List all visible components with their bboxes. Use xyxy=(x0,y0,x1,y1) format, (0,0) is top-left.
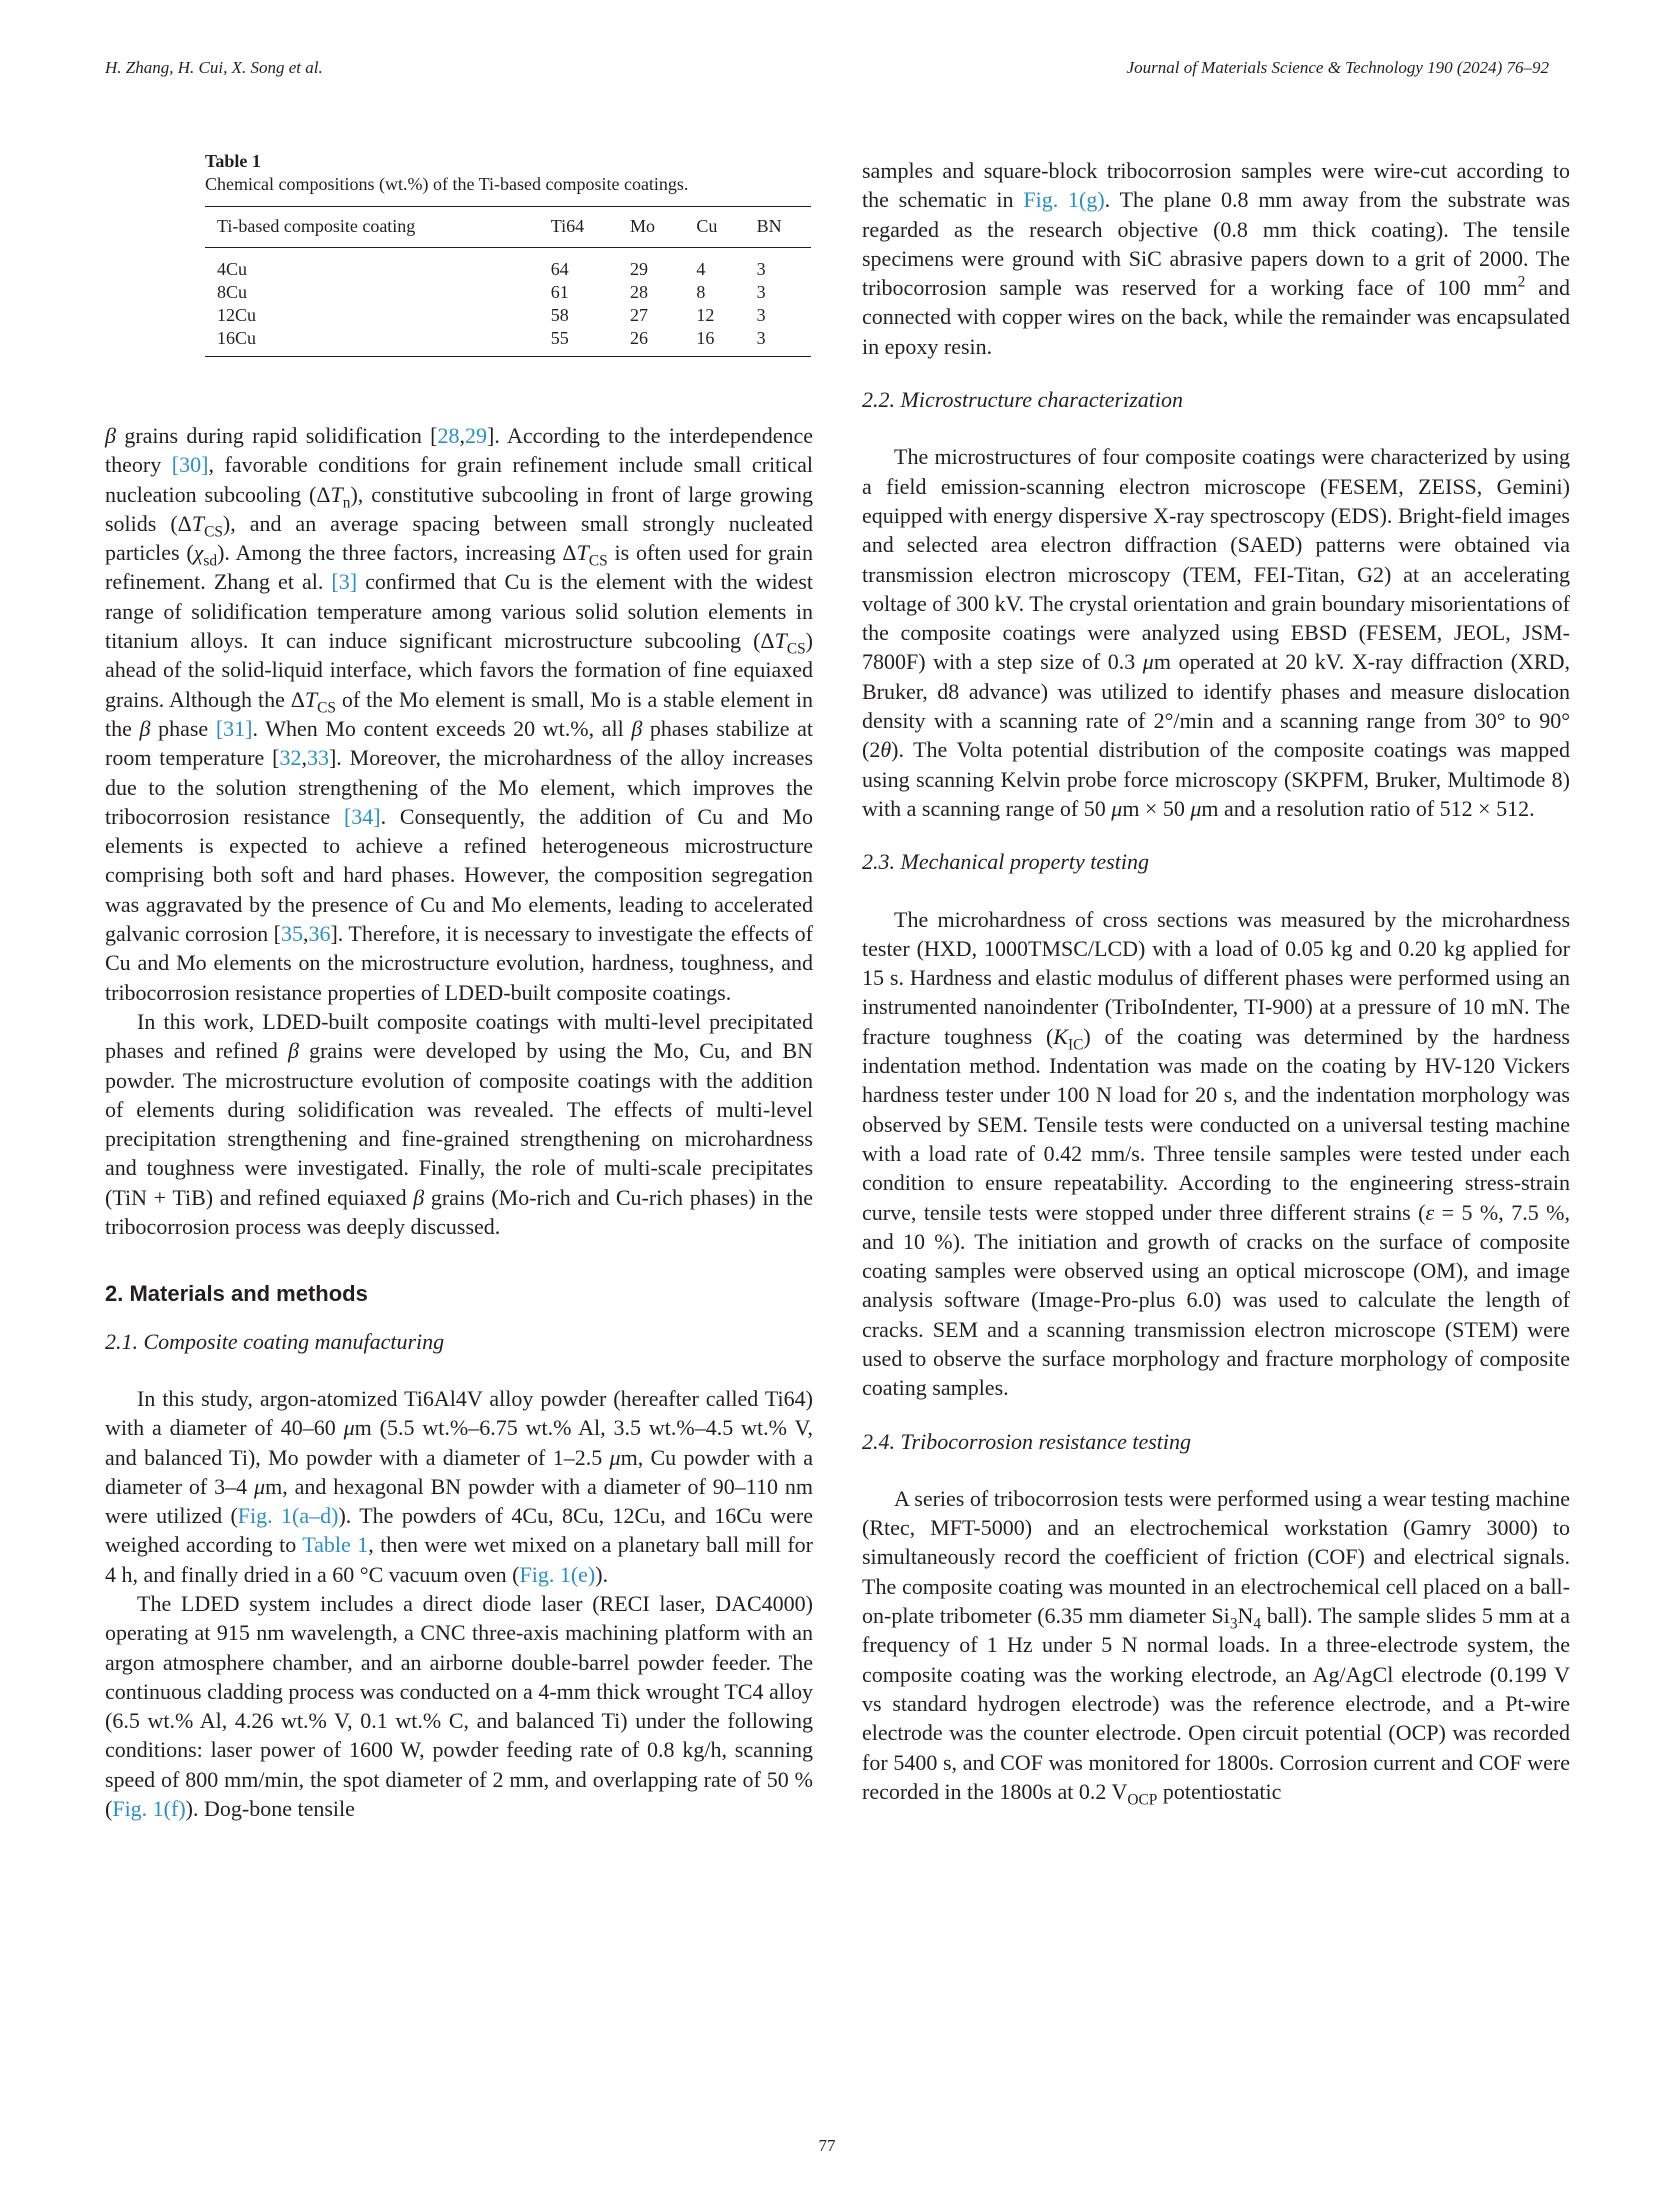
subsection-heading: 2.3. Mechanical property testing xyxy=(862,849,1149,875)
body-paragraph: In this work, LDED-built composite coatings with multi-level precipitated phases and refined β grains were developed by using the Mo, Cu, and BN powder. The microstructure evolution of composite coatings with the addition of elements during solidification was revealed. The effects of multi-level precipitation strengthening and fine-grained strengthening on microhardness and toughness were investigated. Finally, the role of multi-scale precipitates (TiN + TiB) and refined equiaxed β grains (Mo-rich and Cu-rich phases) in the tribocorrosion process was deeply discussed. xyxy=(105,1008,813,1240)
table-cell: 3 xyxy=(756,305,766,325)
table-cell: 55 xyxy=(550,328,569,348)
table-row xyxy=(205,327,811,357)
section-heading: 2. Materials and methods xyxy=(105,1281,368,1307)
body-paragraph: samples and square-block tribocorrosion samples were wire-cut according to the schematic in Fig. 1(g). The plane 0.8 mm away from the substrate was regarded as the research objective (0.8 mm thick coating). The tensile specimens were ground with SiC abrasive papers down to a grit of 2000. The tribocorrosion sample was reserved for a working face of 100 $mm^2$ and connected with copper wires on the back, while the remainder was encapsulated in epoxy resin. xyxy=(862,158,1571,359)
table-cell: 3 xyxy=(756,328,766,348)
citation-link[interactable]: [30] xyxy=(171,452,209,478)
body-paragraph: The microhardness of cross sections was measured by the microhardness tester (HXD, 1000TMSC/LCD) with a load of 0.05 kg and 0.20 kg applied for 15 s. Hardness and elastic modulus of different phases were performed using an instrumented nanoindenter (TriboIndenter, TI-900) at a pressure of 10 mN. The fracture toughness $(K_{IC})$ of the coating was determined by the hardness indentation method. Indentation was made on the coating by HV-120 Vickers hardness tester under 100 N load for 20 s, and the indentation morphology was observed by SEM. Tensile tests were conducted on a universal testing machine with a load rate of 0.42 mm/s. Three tensile samples were tested under each condition to ensure repeatability. According to the engineering stress-strain curve, tensile tests were stopped under three different strains (ε = 5 %, 7.5 %, and 10 %). The initiation and growth of cracks on the surface of composite coating samples were observed using an optical microscope (OM), and image analysis software (Image-Pro-plus 6.0) was used to calculate the length of cracks. SEM and a scanning transmission electron microscope (STEM) were used to observe the surface morphology and fracture morphology of composite coating samples. xyxy=(862,906,1570,1401)
figure-link[interactable]: Fig. 1(f) xyxy=(112,1796,186,1822)
table-caption: Chemical compositions (wt.%) of the Ti-based composite coatings. xyxy=(205,174,689,194)
table-cell: 3 xyxy=(756,282,766,302)
subsection-heading: 2.1. Composite coating manufacturing xyxy=(105,1328,445,1354)
citation-link[interactable]: [31] xyxy=(215,715,253,741)
table-cell: 29 xyxy=(630,259,649,279)
subsection-heading: 2.4. Tribocorrosion resistance testing xyxy=(862,1428,1191,1454)
body-paragraph: A series of tribocorrosion tests were performed using a wear testing machine (Rtec, MFT-5000) and an electrochemical workstation (Gamry 3000) to simultaneously record the coefficient of friction (COF) and electrical signals. The composite coating was mounted in an electrochemical cell placed on a ball-on-plate tribometer (6.35 mm diameter $Si_3N_4$ ball). The sample slides 5 mm at a frequency of 1 Hz under 5 N normal loads. In a three-electrode system, the composite coating was the working electrode, an Ag/AgCl electrode (0.199 V vs standard hydrogen electrode) was the reference electrode, and a Pt-wire electrode was the counter electrode. Open circuit potential (OCP) was recorded for 5400 s, and COF was monitored for 1800s. Corrosion current and COF were recorded in the 1800s at 0.2 $V_{OCP}$ potentiostatic xyxy=(862,1485,1570,1809)
figure-link[interactable]: Fig. 1(a–d) xyxy=(237,1503,339,1529)
col-header: Ti-based composite coating xyxy=(217,216,416,236)
body-paragraph: The microstructures of four composite coatings were characterized by using a field emission-scanning electron microscope (FESEM, ZEISS, Gemini) equipped with energy dispersive X-ray spectroscopy (EDS). Bright-field images and selected area electron diffraction (SAED) patterns were obtained via transmission electron microscopy (TEM, FEI-Titan, G2) at an accelerating voltage of 300 kV. The crystal orientation and grain boundary misorientations of the composite coatings were analyzed using EBSD (FESEM, JEOL, JSM-7800F) with a step size of 0.3 μm operated at 20 kV. X-ray diffraction (XRD, Bruker, d8 advance) was utilized to identify phases and measure dislocation density with a scanning rate of 2°/min and a scanning range from 30° to 90° (2θ). The Volta potential distribution of the composite coatings was mapped using scanning Kelvin probe force microscopy (SKPFM, Bruker, Multimode 8) with a scanning range of 50 μm × 50 μm and a resolution ratio of 512 × 512. xyxy=(862,444,1570,821)
table-title: Table 1 xyxy=(205,151,261,171)
table-cell: 3 xyxy=(756,259,766,279)
table-cell: 12 xyxy=(696,305,715,325)
table-row xyxy=(205,304,811,327)
table-cell: 58 xyxy=(550,305,569,325)
body-paragraph: β grains during rapid solidification [28,29]. According to the interdependence theory [30], favorable conditions for grain refinement include small critical nucleation subcooling $(\Delta T_n)$, constitutive subcooling in front of large growing solids $(\Delta T_{CS})$, and an average spacing between small strongly nucleated particles $(\chi_{sd})$. Among the three factors, increasing $\Delta T_{CS}$ is often used for grain refinement. Zhang et al. [3] confirmed that Cu is the element with the widest range of solidification temperature among various solid solution elements in titanium alloys. It can induce significant microstructure subcooling $(\Delta T_{CS})$ ahead of the solid-liquid interface, which favors the formation of fine equiaxed grains. Although the $\Delta T_{CS}$ of the Mo element is small, Mo is a stable element in the β phase [31]. When Mo content exceeds 20 wt.%, all β phases stabilize at room temperature [32,33]. Moreover, the microhardness of the alloy increases due to the solution strengthening of the Mo element, which improves the tribocorrosion resistance [34]. Consequently, the addition of Cu and Mo elements is expected to achieve a refined heterogeneous microstructure comprising both soft and hard phases. However, the composition segregation was aggravated by the presence of Cu and Mo elements, leading to accelerated galvanic corrosion [35,36]. Therefore, it is necessary to investigate the effects of Cu and Mo elements on the microstructure evolution, hardness, toughness, and tribocorrosion resistance properties of LDED-built composite coatings. xyxy=(105,423,814,1005)
figure-link[interactable]: Fig. 1(g) xyxy=(1023,187,1105,213)
header-authors: H. Zhang, H. Cui, X. Song et al. xyxy=(105,58,323,77)
table-cell: 8Cu xyxy=(217,282,248,302)
col-header: Mo xyxy=(630,216,656,236)
table-cell: 27 xyxy=(630,305,649,325)
table-cell: 12Cu xyxy=(217,305,257,325)
figure-link[interactable]: Fig. 1(e) xyxy=(519,1561,596,1587)
table-link[interactable]: Table 1 xyxy=(302,1532,369,1558)
citation-link[interactable]: 28 xyxy=(437,423,460,448)
table-row xyxy=(205,281,811,304)
body-paragraph: The LDED system includes a direct diode laser (RECI laser, DAC4000) operating at 915 nm wavelength, a CNC three-axis machining platform with an argon atmosphere chamber, and an airborne double-barrel powder feeder. The continuous cladding process was conducted on a 4-mm thick wrought TC4 alloy (6.5 wt.% Al, 4.26 wt.% V, 0.1 wt.% C, and balanced Ti) under the following conditions: laser power of 1600 W, powder feeding rate of 0.8 kg/h, scanning speed of 800 mm/min, the spot diameter of 2 mm, and overlapping rate of 50 % (Fig. 1(f)). Dog-bone tensile xyxy=(105,1590,813,1822)
citation-link[interactable]: 33 xyxy=(306,745,329,771)
citation-link[interactable]: 29 xyxy=(465,423,488,448)
subsection-heading: 2.2. Microstructure characterization xyxy=(862,387,1183,413)
table-cell: 16Cu xyxy=(217,328,257,348)
table-cell: 64 xyxy=(550,259,569,279)
table-cell: 4Cu xyxy=(217,259,248,279)
col-header: Ti64 xyxy=(550,216,585,236)
table-cell: 8 xyxy=(696,282,706,302)
table-1 xyxy=(205,150,811,357)
citation-link[interactable]: 36 xyxy=(308,921,331,947)
running-header xyxy=(105,58,1549,78)
header-journal: Journal of Materials Science & Technology 190 (2024) 76–92 xyxy=(1126,58,1549,77)
table-cell: 4 xyxy=(696,259,706,279)
citation-link[interactable]: [34] xyxy=(343,803,381,829)
table-row xyxy=(205,248,811,282)
body-paragraph: In this study, argon-atomized Ti6Al4V alloy powder (hereafter called Ti64) with a diameter of 40–60 μm (5.5 wt.%–6.75 wt.% Al, 3.5 wt.%–4.5 wt.% V, and balanced Ti), Mo powder with a diameter of 1–2.5 μm, Cu powder with a diameter of 3–4 μm, and hexagonal BN powder with a diameter of 90–110 nm were utilized (Fig. 1(a–d)). The powders of 4Cu, 8Cu, 12Cu, and 16Cu were weighed according to Table 1, then were wet mixed on a planetary ball mill for 4 h, and finally dried in a 60 °C vacuum oven (Fig. 1(e)). xyxy=(105,1385,814,1587)
left-column xyxy=(105,150,813,1823)
table-cell: 16 xyxy=(696,328,715,348)
col-header: BN xyxy=(756,216,782,236)
citation-link[interactable]: [3] xyxy=(331,569,358,595)
right-column xyxy=(862,156,1571,1809)
citation-link[interactable]: 35 xyxy=(280,921,303,947)
table-cell: 61 xyxy=(550,282,569,302)
col-header: Cu xyxy=(696,216,718,236)
composition-table xyxy=(205,206,811,357)
page-number: 77 xyxy=(818,2136,836,2155)
table-header-row xyxy=(205,207,811,248)
citation-link[interactable]: 32 xyxy=(279,745,302,771)
table-cell: 26 xyxy=(630,328,649,348)
table-cell: 28 xyxy=(630,282,649,302)
